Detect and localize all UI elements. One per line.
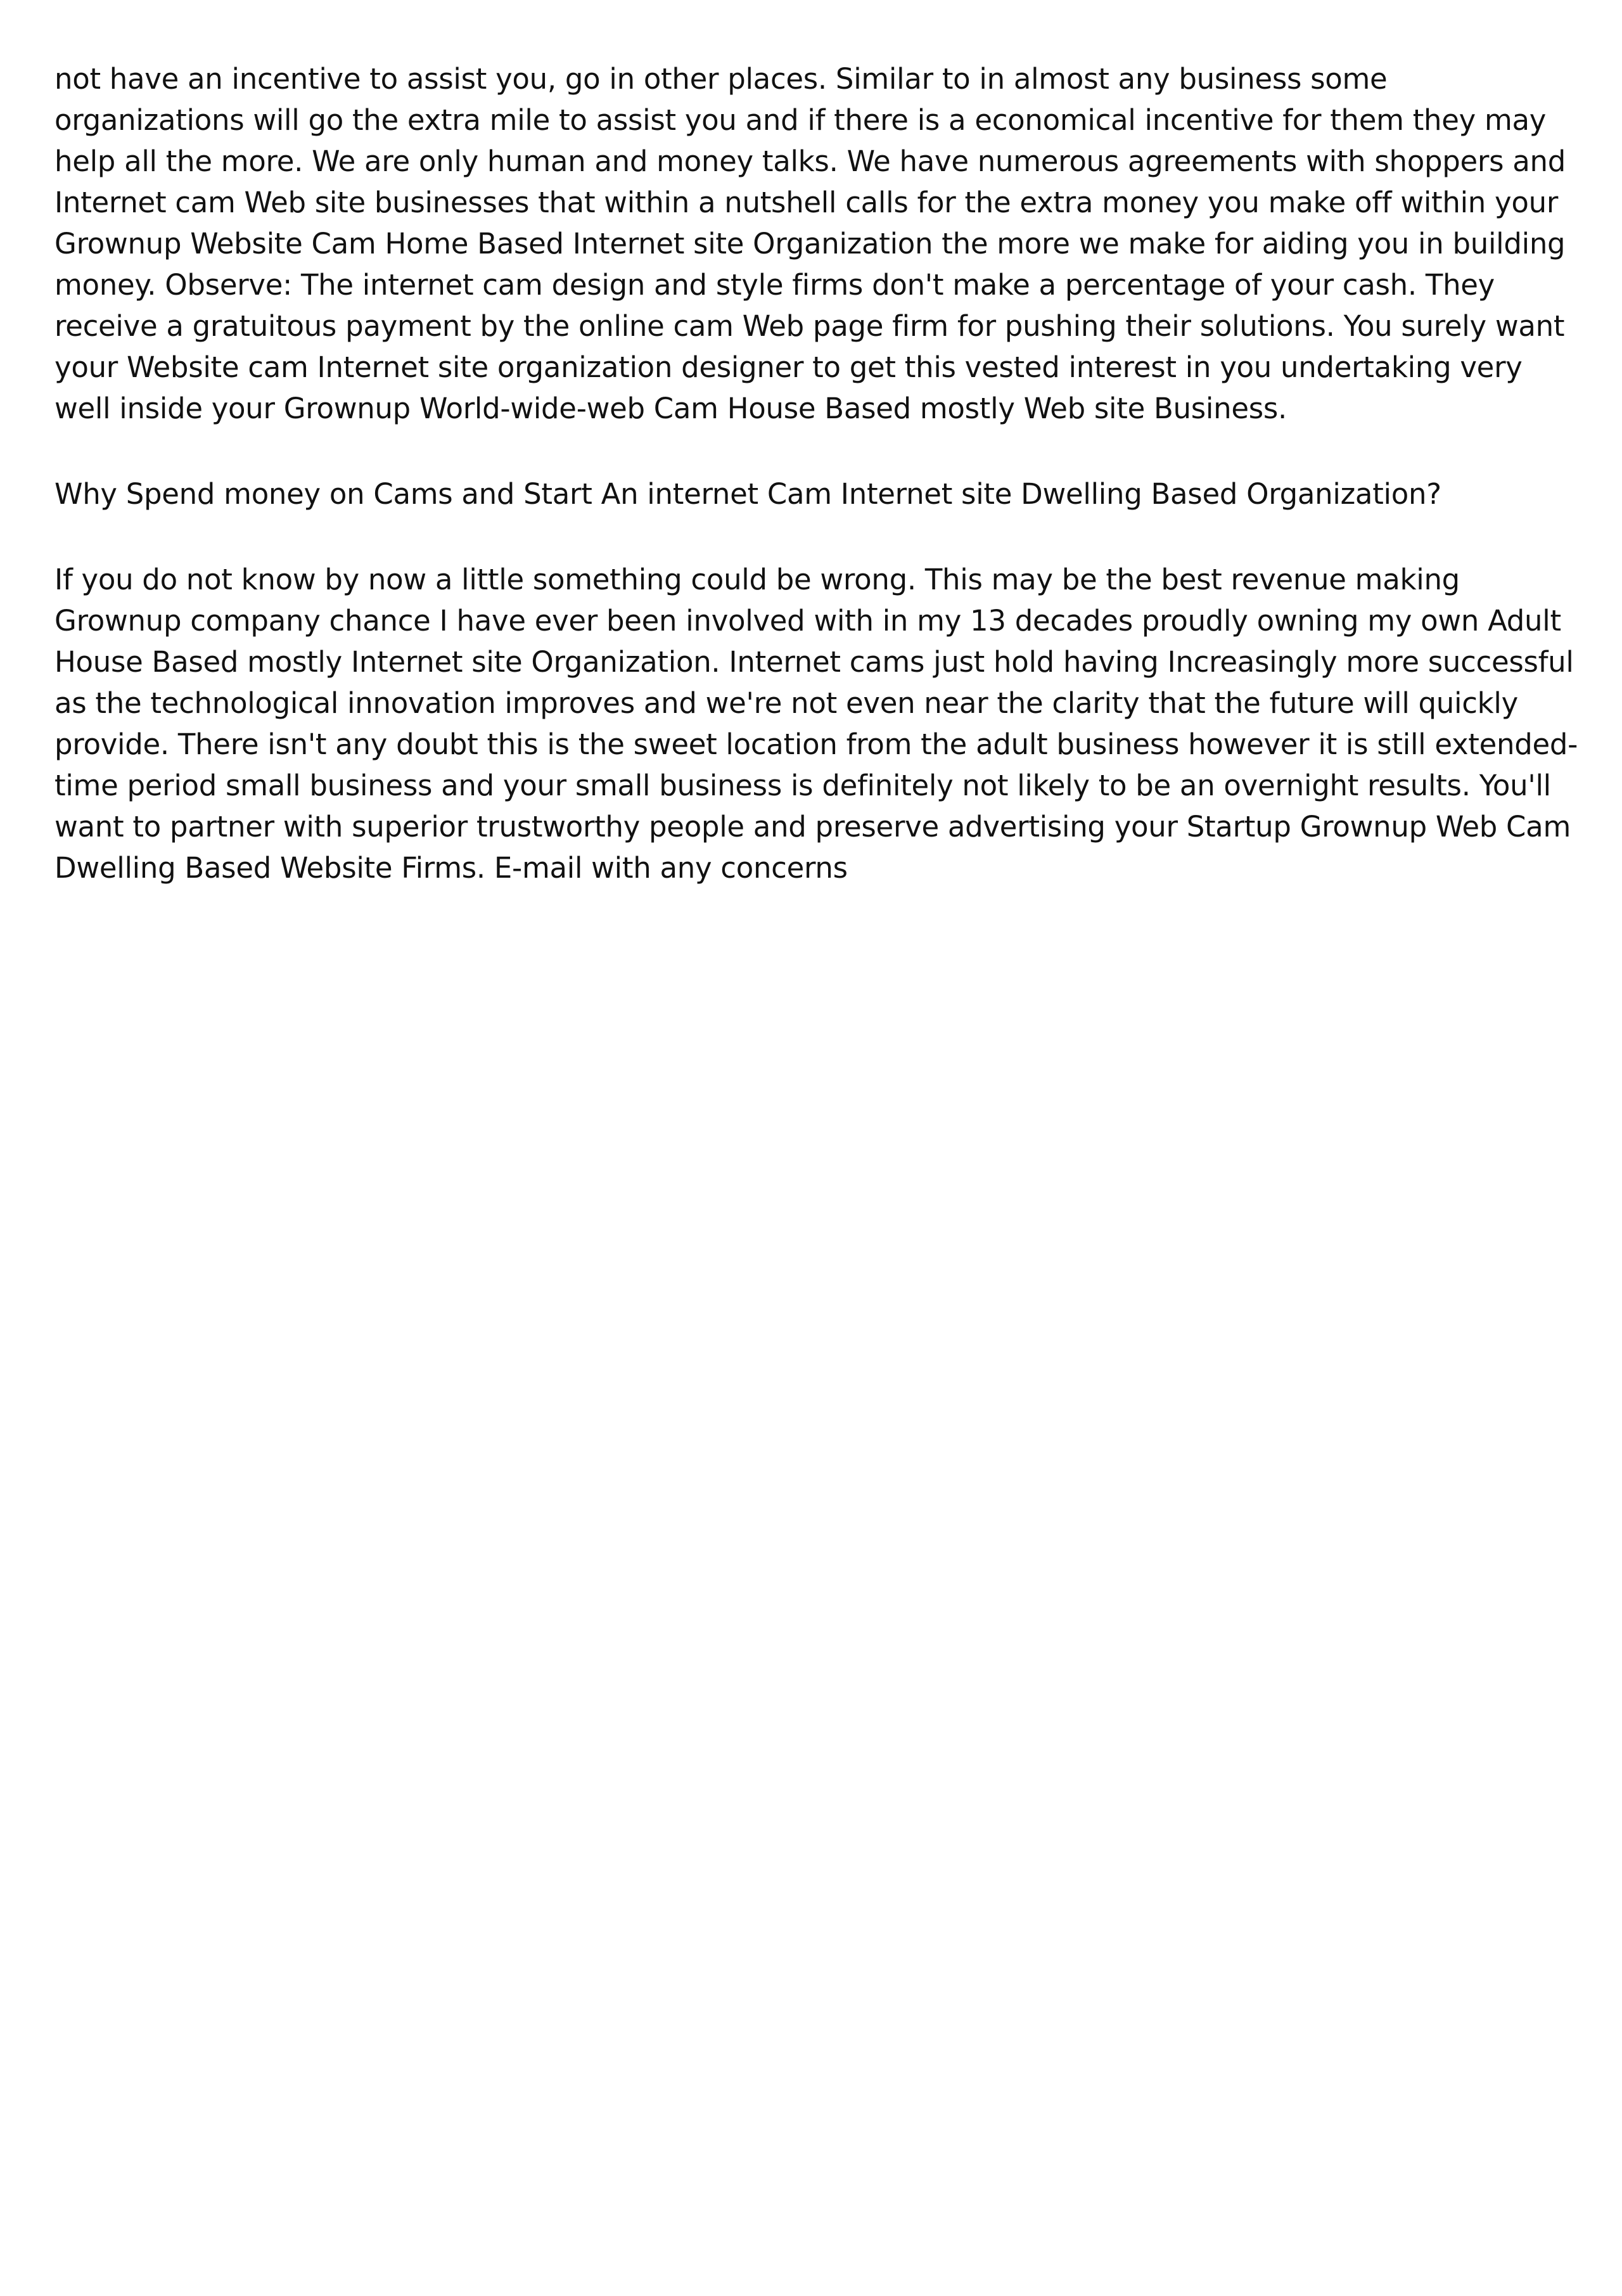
paragraph-2-question: Why Spend money on Cams and Start An internet Cam Internet site Dwelling Based Organization?: [54, 477, 1441, 511]
paragraph-3: If you do not know by now a little something could be wrong. This may be the best revenue making Grownup company chance I have ever been involved with in my 13 decades proudly owning my own Adult House Based mostly Internet site Organization. Internet cams just hold having Increasingly more successful as the technological innovation improves and we're not even near the clarity that the future will quickly provide. There isn't any doubt this is the sweet location from the adult business however it is still extended-time period small business and your small business is definitely not likely to be an overnight results. You'll want to partner with superior trustworthy people and preserve advertising your Startup Grownup Web Cam Dwelling Based Website Firms. E-mail with any concerns: [54, 563, 1578, 885]
document-body: [54, 58, 1584, 888]
paragraph-1: not have an incentive to assist you, go in other places. Similar to in almost any business some organizations will go the extra mile to assist you and if there is a economical incentive for them they may help all the more. We are only human and money talks. We have numerous agreements with shoppers and Internet cam Web site businesses that within a nutshell calls for the extra money you make off within your Grownup Website Cam Home Based Internet site Organization the more we make for aiding you in building money. Observe: The internet cam design and style firms don't make a percentage of your cash. They receive a gratuitous payment by the online cam Web page firm for pushing their solutions. You surely want your Website cam Internet site organization designer to get this vested interest in you undertaking very well inside your Grownup World-wide-web Cam House Based mostly Web site Business.: [54, 62, 1566, 425]
